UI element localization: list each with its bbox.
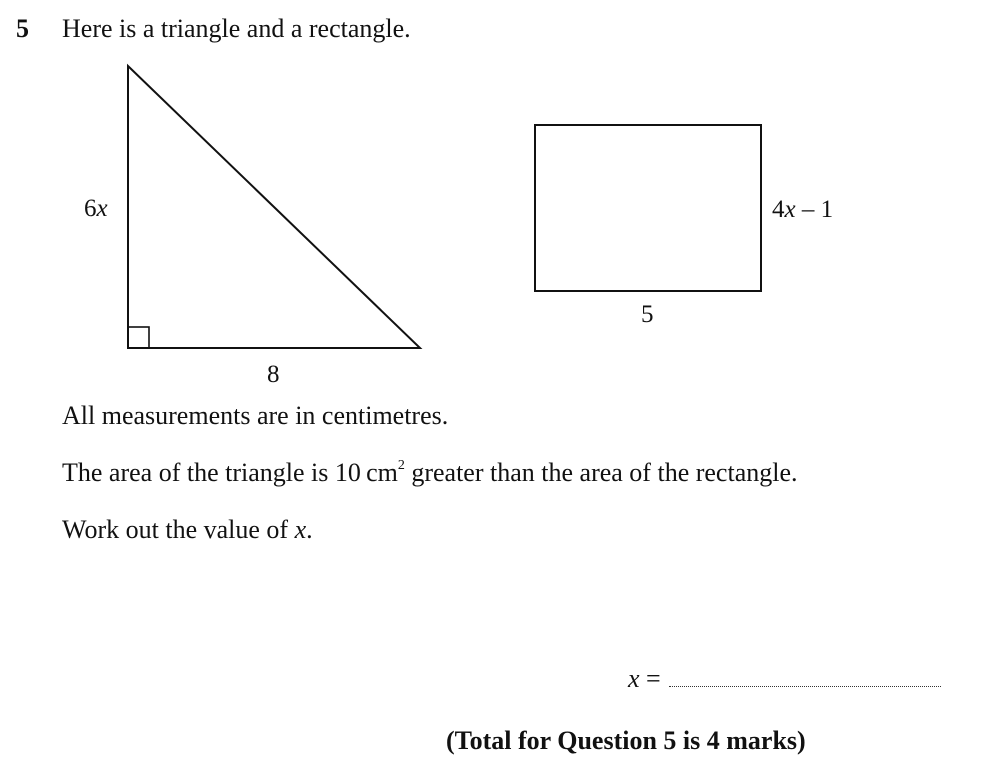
rectangle-base-label: 5 bbox=[641, 301, 654, 328]
triangle-base-label: 8 bbox=[267, 361, 280, 388]
rectangle-side-rest: – 1 bbox=[795, 196, 834, 223]
rectangle-side-label bbox=[772, 196, 833, 223]
rectangle-side-var: x bbox=[784, 196, 796, 223]
question-intro: Here is a triangle and a rectangle. bbox=[62, 14, 411, 43]
task-before: Work out the value of bbox=[62, 515, 295, 544]
area-unit-superscript: 2 bbox=[397, 458, 405, 473]
rectangle-shape bbox=[535, 125, 761, 291]
answer-line bbox=[628, 664, 941, 694]
total-marks: (Total for Question 5 is 4 marks) bbox=[446, 726, 806, 755]
task-after: . bbox=[306, 515, 313, 544]
task-var: x bbox=[294, 515, 307, 544]
area-statement-before: The area of the triangle is 10 cm bbox=[62, 458, 398, 487]
triangle-height-coeff: 6 bbox=[84, 195, 97, 222]
question-number: 5 bbox=[16, 14, 29, 43]
units-statement: All measurements are in centimetres. bbox=[62, 401, 449, 430]
triangle-height-label bbox=[84, 195, 108, 222]
area-statement-after: greater than the area of the rectangle. bbox=[404, 458, 798, 487]
answer-field[interactable] bbox=[669, 666, 941, 687]
answer-equals: = bbox=[639, 664, 661, 693]
right-angle-marker bbox=[128, 327, 149, 348]
answer-var: x bbox=[628, 664, 640, 693]
rectangle-side-coeff: 4 bbox=[772, 196, 785, 223]
triangle-shape bbox=[128, 66, 420, 348]
area-statement bbox=[62, 458, 798, 488]
triangle-height-var: x bbox=[96, 195, 108, 222]
task-statement bbox=[62, 515, 313, 545]
